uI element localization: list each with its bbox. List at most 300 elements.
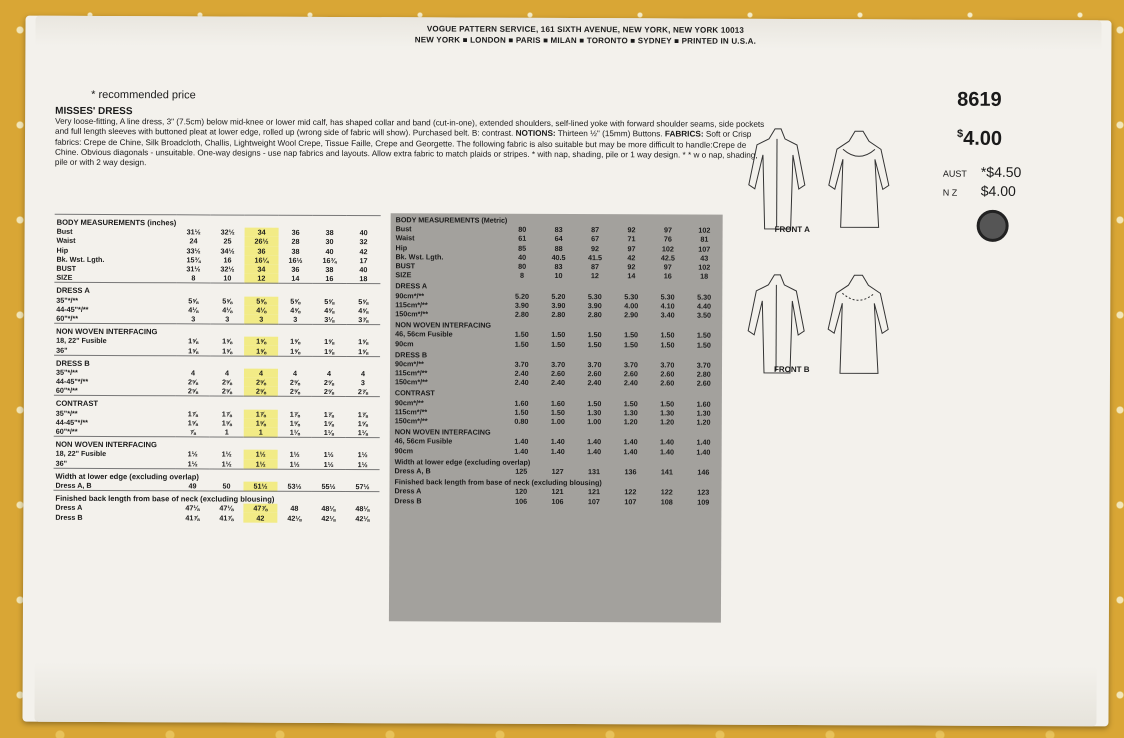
- table-cell: 14: [627, 271, 636, 281]
- row-label: Bust: [56, 227, 73, 237]
- table-cell: 2⅝: [323, 378, 334, 388]
- table-cell: 5.20: [551, 291, 566, 301]
- table-cell: 2.60: [696, 378, 711, 388]
- pattern-title: MISSES' DRESS: [55, 105, 133, 118]
- table-cell: 42.5: [660, 253, 675, 263]
- table-cell: 5⅝: [358, 296, 369, 306]
- table-row: [393, 437, 722, 448]
- row-label: 18, 22" Fusible: [55, 449, 107, 459]
- table-cell: 1⅝: [244, 346, 278, 356]
- table-cell: 1½: [244, 450, 278, 459]
- table-cell: 2.80: [587, 310, 602, 320]
- table-cell: 1⅝: [289, 418, 300, 428]
- table-cell: 41⅞: [219, 513, 234, 523]
- table-cell: 121: [551, 487, 564, 497]
- table-cell: 2.80: [514, 309, 529, 319]
- row-label: 115cm*/**: [394, 407, 428, 417]
- table-cell: 53½: [287, 481, 302, 491]
- row-label: Dress A: [55, 503, 83, 513]
- table-cell: 1⅞: [289, 409, 300, 419]
- table-cell: 1.40: [550, 437, 565, 447]
- table-cell: 2⅝: [244, 387, 278, 397]
- table-cell: 92: [627, 262, 636, 272]
- row-label: Dress B: [394, 495, 422, 505]
- table-cell: 47⅛: [185, 503, 200, 513]
- table-cell: 2.80: [551, 309, 566, 319]
- table-cell: 2⅝: [323, 387, 334, 397]
- table-cell: 2.60: [623, 369, 638, 379]
- table-cell: 121: [587, 487, 600, 497]
- row-label: 115cm*/**: [395, 300, 428, 310]
- table-cell: 42: [243, 513, 277, 522]
- table-cell: 1.30: [660, 408, 675, 418]
- row-label: 46, 56cm Fusible: [394, 436, 453, 446]
- table-cell: 76: [663, 234, 672, 244]
- table-cell: 40: [359, 228, 368, 238]
- table-cell: 1.50: [660, 339, 675, 349]
- row-label: Bust: [395, 224, 412, 234]
- table-cell: 3.40: [660, 310, 675, 320]
- table-cell: 41⅞: [185, 512, 200, 522]
- section-label: BODY MEASUREMENTS (Metric): [395, 215, 508, 225]
- table-cell: 2.80: [696, 369, 711, 379]
- table-cell: 17: [359, 255, 368, 265]
- table-cell: 1.00: [550, 416, 565, 427]
- table-cell: 85: [518, 243, 527, 253]
- table-cell: 1⅛: [323, 427, 334, 438]
- section-label: Width at lower edge (excluding overlap): [54, 468, 380, 482]
- table-cell: 40: [325, 246, 334, 256]
- table-cell: 120: [515, 487, 528, 497]
- metric-panel: [389, 213, 723, 622]
- row-label: Dress A, B: [55, 480, 92, 490]
- table-cell: 16¾: [322, 255, 337, 265]
- table-cell: 1.60: [514, 398, 529, 408]
- table-cell: 1⅝: [244, 418, 278, 427]
- table-cell: 1⅝: [323, 418, 334, 428]
- front-a-back-sketch: [735, 119, 926, 240]
- table-cell: 48: [290, 504, 299, 514]
- table-cell: 1.30: [587, 407, 602, 417]
- table-cell: 26½: [245, 237, 279, 246]
- table-cell: 1⅝: [221, 418, 232, 428]
- intl-price-code: AUST: [942, 168, 967, 179]
- table-cell: 38: [291, 246, 300, 256]
- table-cell: 108: [660, 496, 673, 506]
- table-cell: 5.30: [624, 291, 639, 301]
- row-label: 18, 22" Fusible: [56, 336, 107, 346]
- table-cell: 1.40: [696, 447, 711, 457]
- table-cell: 38: [325, 264, 334, 275]
- table-cell: 16: [663, 271, 672, 281]
- table-cell: 5⅝: [222, 296, 233, 306]
- table-cell: 5⅝: [244, 296, 278, 305]
- table-cell: 3⅛: [324, 314, 335, 324]
- table-cell: 97: [627, 243, 636, 253]
- row-label: Dress A, B: [394, 466, 431, 476]
- table-cell: 1.50: [514, 407, 529, 417]
- table-cell: 1.40: [514, 446, 529, 456]
- row-label: 90cm*/**: [395, 290, 425, 300]
- table-cell: 1½: [187, 449, 198, 459]
- table-cell: 3.70: [587, 359, 602, 370]
- table-cell: 3.90: [514, 300, 529, 310]
- table-cell: 1⅝: [222, 336, 233, 346]
- table-cell: 34: [244, 265, 278, 274]
- table-cell: 1.50: [587, 398, 602, 408]
- table-cell: 16½: [288, 255, 303, 265]
- table-cell: 1: [244, 428, 278, 438]
- table-cell: 15¾: [186, 255, 201, 265]
- table-cell: 106: [551, 496, 564, 506]
- table-cell: 1.40: [696, 437, 711, 448]
- table-cell: 1⅞: [323, 409, 334, 419]
- table-cell: 41.5: [587, 252, 603, 262]
- table-section-header: [54, 436, 380, 450]
- table-section-header: [393, 455, 722, 468]
- table-cell: 2⅝: [221, 386, 232, 396]
- row-label: 90cm*/**: [395, 359, 424, 369]
- row-label: 44-45"*/**: [55, 417, 88, 427]
- table-cell: 1.30: [696, 408, 711, 418]
- pattern-envelope: [22, 16, 1111, 727]
- section-label: NON WOVEN INTERFACING: [54, 323, 380, 337]
- fabrics-label: FABRICS:: [664, 129, 704, 139]
- table-cell: 48⅛: [355, 504, 370, 514]
- table-cell: 1.40: [587, 446, 602, 456]
- table-cell: 3: [191, 314, 196, 324]
- table-cell: 31½: [186, 227, 201, 237]
- table-cell: 48⅛: [321, 504, 336, 514]
- section-label: Finished back length from base of neck (excluding blousing): [394, 477, 602, 488]
- row-label: Waist: [56, 236, 76, 246]
- table-cell: 3⅞: [358, 315, 369, 325]
- table-cell: 4⅛: [188, 305, 199, 315]
- table-cell: 109: [697, 497, 710, 507]
- table-cell: 102: [698, 225, 711, 235]
- description-text: Very loose-fitting, A line dress, 3" (7.5cm) below mid-knee or lower mid calf, has shaped collar and band (cut-in-one), extended shoulders, self-lined yoke with forward shoulder seams, side pockets and full length sleeves with buttoned pleat at lower edge, rolled up (wrong side of fabric will show). Purchased belt. B: contrast.: [55, 116, 765, 139]
- table-cell: 1½: [357, 450, 368, 460]
- table-cell: 123: [697, 487, 710, 497]
- intl-prices: [943, 164, 1022, 202]
- row-label: Hip: [395, 242, 408, 252]
- table-cell: 1⅝: [222, 346, 233, 356]
- table-cell: 33½: [186, 245, 201, 256]
- table-cell: 4.00: [624, 301, 639, 311]
- table-cell: 42⅛: [355, 513, 370, 523]
- table-cell: 2.60: [660, 369, 675, 379]
- table-cell: 40: [359, 265, 368, 275]
- table-cell: 1½: [244, 459, 278, 469]
- hole-punch-mark: [977, 210, 1009, 242]
- table-cell: 1.40: [514, 437, 529, 447]
- nap-footnote: * with nap, shading, pile or 1 way design. * * w o nap, shading, pile or with 2 way design.: [54, 149, 758, 168]
- table-cell: 2⅝: [244, 378, 278, 387]
- price-currency: $: [957, 128, 964, 141]
- row-label: 35"*/**: [56, 295, 79, 305]
- recommended-price-note: * recommended price: [91, 88, 196, 102]
- table-cell: 1.40: [623, 446, 638, 456]
- section-label: DRESS B: [54, 355, 380, 369]
- table-cell: 1.50: [551, 330, 566, 340]
- table-cell: 1.50: [550, 407, 565, 417]
- table-cell: 2.40: [587, 378, 602, 388]
- table-cell: 42: [359, 246, 368, 256]
- table-cell: 2.40: [623, 378, 638, 388]
- intl-price-value: *$4.50: [980, 163, 1022, 180]
- table-cell: 36: [291, 228, 300, 238]
- table-section-header: [55, 214, 381, 228]
- table-cell: 64: [554, 234, 563, 244]
- section-label: DRESS B: [395, 349, 428, 360]
- table-cell: 1⅝: [290, 337, 301, 347]
- table-cell: 1.20: [623, 417, 638, 427]
- table-cell: 10: [223, 273, 232, 283]
- table-cell: 1.50: [696, 330, 711, 340]
- table-cell: 107: [698, 244, 711, 254]
- table-cell: 122: [660, 487, 673, 497]
- table-cell: 38: [325, 228, 334, 238]
- row-label: Dress A: [394, 486, 422, 496]
- table-cell: 4.40: [697, 301, 712, 311]
- table-cell: 71: [627, 234, 636, 244]
- table-cell: 42⅛: [287, 513, 302, 523]
- table-cell: 1⅝: [244, 337, 278, 346]
- row-label: 46, 56cm Fusible: [395, 329, 453, 339]
- table-cell: 1⅞: [187, 409, 198, 419]
- table-cell: 55½: [321, 481, 336, 491]
- table-cell: 106: [515, 496, 528, 506]
- table-cell: 5.30: [660, 292, 675, 302]
- table-cell: 1.40: [659, 447, 675, 457]
- table-cell: 32½: [220, 227, 235, 237]
- table-cell: 1.30: [623, 408, 638, 418]
- row-label: 150cm*/**: [394, 377, 428, 387]
- table-cell: 3: [293, 314, 298, 324]
- table-cell: 1⅝: [188, 345, 199, 355]
- table-cell: 43: [700, 253, 709, 263]
- table-cell: 0.80: [514, 416, 529, 426]
- section-label: NON WOVEN INTERFACING: [394, 427, 491, 437]
- notions-label: NOTIONS:: [515, 129, 556, 139]
- row-label: 35"*/**: [55, 408, 78, 418]
- intl-price-nz: [943, 183, 1022, 202]
- table-cell: 2.60: [587, 369, 602, 379]
- intl-price-code: N Z: [942, 187, 958, 198]
- row-label: Bk. Wst. Lgth.: [395, 252, 444, 262]
- table-cell: 67: [591, 234, 600, 244]
- table-cell: 61: [518, 234, 527, 244]
- table-cell: 127: [551, 466, 564, 476]
- table-cell: 1⅝: [324, 346, 335, 356]
- table-cell: 87: [591, 225, 600, 235]
- table-cell: 1⅝: [358, 346, 369, 356]
- table-cell: 107: [624, 496, 637, 506]
- table-cell: 34: [245, 228, 279, 237]
- row-label: BUST: [56, 263, 77, 273]
- table-cell: 4⅛: [244, 305, 278, 314]
- row-label: SIZE: [56, 272, 73, 283]
- publisher-address: VOGUE PATTERN SERVICE, 161 SIXTH AVENUE, NEW YORK, NEW YORK 10013: [426, 24, 745, 35]
- table-cell: 81: [700, 235, 709, 245]
- table-cell: 1.50: [624, 339, 639, 349]
- row-label: 60"*/**: [55, 386, 78, 396]
- table-cell: 1½: [323, 459, 334, 469]
- row-label: 44-45"*/**: [55, 376, 89, 387]
- table-cell: 1.40: [660, 437, 675, 447]
- table-cell: 5⅝: [324, 296, 335, 306]
- table-cell: 1.50: [514, 339, 529, 349]
- publisher-header: [355, 23, 815, 47]
- table-section-header: [54, 468, 380, 482]
- section-label: CONTRAST: [54, 396, 380, 410]
- table-cell: 5.30: [587, 291, 602, 301]
- row-label: BUST: [395, 261, 416, 271]
- row-label: 150cm*/**: [394, 416, 428, 426]
- section-label: Width at lower edge (excluding overlap): [394, 457, 531, 467]
- table-cell: 4⅛: [222, 305, 233, 315]
- table-cell: 4: [360, 369, 366, 379]
- price: [957, 128, 1002, 151]
- table-cell: 1⅞: [357, 409, 368, 419]
- table-cell: 1⅞: [221, 409, 232, 419]
- table-cell: 2.60: [551, 369, 566, 379]
- table-cell: 25: [223, 236, 232, 247]
- table-cell: 18: [359, 274, 368, 284]
- table-cell: 2⅝: [221, 377, 232, 387]
- table-cell: 28: [291, 237, 300, 247]
- table-cell: 1½: [187, 458, 198, 468]
- table-cell: 1.50: [624, 330, 639, 340]
- table-cell: 32½: [220, 264, 235, 274]
- table-cell: 3.90: [587, 300, 602, 310]
- table-cell: 1⅝: [188, 336, 199, 346]
- table-cell: 50: [222, 481, 231, 491]
- table-cell: 1⅝: [187, 418, 198, 428]
- front-b-back-sketch: [734, 267, 925, 383]
- table-cell: 36: [245, 246, 279, 255]
- row-label: Hip: [56, 245, 69, 255]
- table-cell: 3.90: [551, 300, 566, 310]
- table-cell: 87: [590, 262, 599, 272]
- table-cell: 1⅝: [357, 418, 368, 428]
- row-label: 44-45"*/**: [56, 304, 89, 314]
- table-cell: 42⅛: [321, 513, 336, 523]
- table-cell: 16: [223, 255, 232, 265]
- table-cell: 3.70: [623, 360, 638, 370]
- table-cell: 32: [359, 237, 368, 247]
- table-cell: 8: [520, 271, 525, 281]
- table-row: [393, 329, 722, 340]
- table-cell: 10: [554, 271, 563, 281]
- table-cell: 92: [591, 243, 600, 253]
- table-cell: 80: [518, 225, 527, 235]
- table-cell: 80: [518, 261, 527, 271]
- price-amount: 4.00: [963, 127, 1003, 150]
- table-section-header: [53, 490, 379, 504]
- table-cell: 3.50: [697, 310, 712, 320]
- table-cell: 49: [188, 481, 197, 491]
- table-section-header: [54, 323, 380, 337]
- table-cell: 1.40: [550, 446, 565, 456]
- table-cell: 83: [554, 225, 563, 235]
- row-label: Bk. Wst. Lgth.: [56, 254, 105, 264]
- table-cell: 3: [360, 378, 365, 388]
- table-cell: 3.70: [514, 359, 529, 369]
- table-cell: 14: [291, 274, 300, 284]
- table-cell: 2.60: [660, 378, 675, 388]
- row-label: 115cm*/**: [394, 368, 428, 378]
- table-cell: 122: [624, 487, 637, 497]
- envelope-bottom-fold: [34, 662, 1096, 727]
- table-cell: 2.90: [624, 310, 639, 320]
- table-cell: 1⅝: [324, 337, 335, 347]
- table-cell: 1⅞: [244, 409, 278, 418]
- table-cell: 4: [326, 368, 332, 378]
- table-cell: 92: [627, 225, 636, 235]
- table-cell: 16¼: [244, 255, 278, 264]
- table-cell: 1.50: [660, 399, 675, 409]
- table-cell: 16: [325, 274, 334, 284]
- table-cell: 1.00: [587, 417, 602, 427]
- row-label: 150cm*/**: [395, 309, 429, 319]
- table-cell: 1.20: [660, 417, 675, 427]
- table-cell: 42: [627, 253, 636, 263]
- table-cell: 146: [697, 467, 710, 477]
- table-cell: 2⅝: [187, 386, 198, 396]
- table-cell: 3: [244, 314, 278, 324]
- notions-text: Thirteen ½" (15mm) Buttons.: [557, 129, 663, 139]
- table-cell: 83: [554, 261, 563, 272]
- table-cell: 1.40: [587, 437, 602, 447]
- table-cell: 3: [225, 314, 230, 324]
- metric-yardage-table: [392, 213, 722, 506]
- table-cell: 8: [191, 273, 196, 283]
- table-cell: 4: [244, 368, 278, 377]
- row-label: SIZE: [395, 270, 412, 280]
- table-cell: 136: [624, 467, 637, 477]
- figure-label-front-b: FRONT B: [773, 364, 810, 375]
- table-cell: 4: [190, 368, 196, 378]
- table-cell: 34½: [220, 246, 235, 256]
- table-cell: 40.5: [551, 252, 566, 262]
- table-cell: 97: [663, 225, 672, 235]
- intl-price-value: $4.00: [980, 182, 1016, 199]
- section-label: CONTRAST: [394, 388, 435, 398]
- table-cell: 5⅝: [188, 295, 199, 305]
- table-cell: 4: [224, 368, 230, 378]
- table-cell: 47⅛: [219, 503, 234, 513]
- table-cell: 4⅝: [324, 305, 335, 315]
- section-label: Finished back length from base of neck (excluding blousing): [53, 490, 379, 504]
- section-label: NON WOVEN INTERFACING: [395, 320, 492, 330]
- table-cell: 5.20: [514, 291, 530, 301]
- table-cell: 97: [663, 262, 672, 272]
- row-label: 35"*/**: [55, 367, 78, 377]
- imperial-yardage-table: [53, 214, 380, 523]
- table-cell: 1½: [289, 459, 300, 469]
- intl-price-aust: [943, 164, 1022, 183]
- table-cell: 1⅛: [357, 428, 368, 438]
- table-cell: 3.70: [551, 359, 566, 369]
- table-cell: 4: [292, 368, 298, 378]
- table-cell: 2.40: [514, 378, 529, 388]
- table-cell: 1½: [221, 459, 232, 469]
- table-cell: 4.10: [660, 301, 675, 311]
- table-cell: 1.50: [514, 330, 529, 340]
- section-label: BODY MEASUREMENTS (inches): [55, 214, 381, 228]
- table-cell: 2.40: [551, 378, 566, 388]
